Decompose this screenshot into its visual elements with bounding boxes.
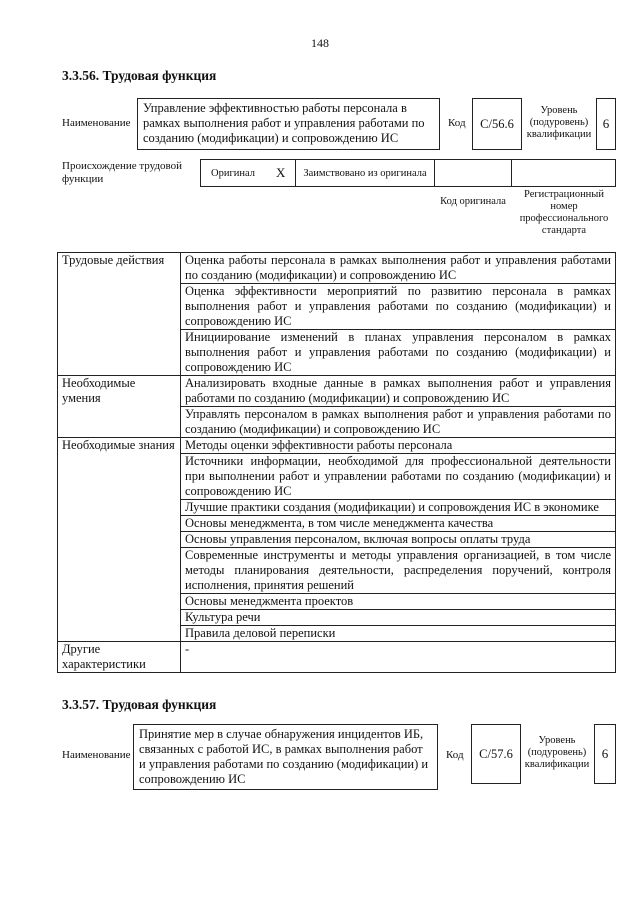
code-value-1: C/56.6 [472, 98, 522, 150]
table-row [58, 330, 616, 376]
original-mark: X [276, 165, 286, 180]
function-name-1: Управление эффективностью работы персонала в рамках выполнения работ и управления работами по созданию (модификации) и сопровождению ИС [137, 98, 440, 150]
section-title-1: 3.3.56. Трудовая функция [62, 68, 217, 83]
level-value-1: 6 [596, 98, 616, 150]
page-number: 148 [311, 36, 329, 50]
borrowed-label: Заимствовано из оригинала [303, 168, 427, 179]
code-label-1: Код [448, 117, 466, 129]
row-category: Необходимые знания [58, 438, 181, 454]
row-category [58, 516, 181, 532]
row-item: Основы управления персоналом, включая вопросы оплаты труда [181, 532, 616, 548]
row-category: Другие характеристики [58, 642, 181, 673]
row-category [58, 626, 181, 642]
code-original-label: Код оригинала [440, 196, 506, 207]
reg-number-label: Регистрационный номер профессионального стандарта [519, 189, 609, 236]
table-row [58, 532, 616, 548]
row-category [58, 548, 181, 594]
code-value-2: C/57.6 [471, 724, 521, 784]
level-label-1: Уровень (подуровень) квалификации [526, 105, 592, 140]
table-row [58, 594, 616, 610]
section-title-2: 3.3.57. Трудовая функция [62, 697, 217, 712]
row-category [58, 532, 181, 548]
code-label-2: Код [446, 749, 464, 761]
row-item: Анализировать входные данные в рамках выполнения работ и управления работами по созданию (модификации) и сопровождению ИС [181, 376, 616, 407]
table-row [58, 376, 616, 407]
row-item: - [181, 642, 616, 673]
row-category [58, 407, 181, 438]
row-item: Современные инструменты и методы управления организацией, в том числе методы планирования деятельности, распределения поручений, контроля исполнения, принятия решений [181, 548, 616, 594]
row-category [58, 610, 181, 626]
row-item: Оценка работы персонала в рамках выполнения работ и управления работами по созданию (модификации) и сопровождению ИС [181, 253, 616, 284]
row-category [58, 330, 181, 376]
row-item: Оценка эффективности мероприятий по развитию персонала в рамках выполнения работ и управления работами по созданию (модификации) и сопровождению ИС [181, 284, 616, 330]
row-item: Культура речи [181, 610, 616, 626]
table-row [58, 642, 616, 673]
table-row [58, 548, 616, 594]
original-label: Оригинал [211, 168, 255, 179]
row-category [58, 284, 181, 330]
origin-table [200, 159, 616, 187]
row-item: Лучшие практики создания (модификации) и сопровождения ИС в экономике [181, 500, 616, 516]
name-label-2: Наименование [62, 749, 131, 761]
table-row [58, 500, 616, 516]
row-category: Трудовые действия [58, 253, 181, 284]
table-row [58, 438, 616, 454]
row-item: Методы оценки эффективности работы персонала [181, 438, 616, 454]
row-category [58, 500, 181, 516]
origin-label: Происхождение трудовой функции [62, 160, 183, 185]
name-label-1: Наименование [62, 117, 131, 129]
row-category: Необходимые умения [58, 376, 181, 407]
row-item: Инициирование изменений в планах управления персоналом в рамках выполнения работ и управления работами по созданию (модификации) и сопровождению ИС [181, 330, 616, 376]
row-item: Правила деловой переписки [181, 626, 616, 642]
table-row [58, 284, 616, 330]
table-row [58, 253, 616, 284]
level-value-2: 6 [594, 724, 616, 784]
row-item: Управлять персоналом в рамках выполнения работ и управления работами по созданию (модификации) и сопровождению ИС [181, 407, 616, 438]
table-row [58, 610, 616, 626]
table-row [58, 626, 616, 642]
table-row [58, 407, 616, 438]
row-category [58, 454, 181, 500]
level-label-2: Уровень (подуровень) квалификации [524, 735, 590, 770]
competency-table [57, 252, 616, 673]
row-item: Основы менеджмента проектов [181, 594, 616, 610]
row-item: Основы менеджмента, в том числе менеджмента качества [181, 516, 616, 532]
table-row [58, 516, 616, 532]
table-row [58, 454, 616, 500]
row-item: Источники информации, необходимой для профессиональной деятельности при выполнении работ и управлении работами по созданию (модификации) и сопровождению ИС [181, 454, 616, 500]
row-category [58, 594, 181, 610]
function-name-2: Принятие мер в случае обнаружения инцидентов ИБ, связанных с работой ИС, в рамках выполнения работ и управления работами по созданию (модификации) и сопровождению ИС [133, 724, 438, 790]
